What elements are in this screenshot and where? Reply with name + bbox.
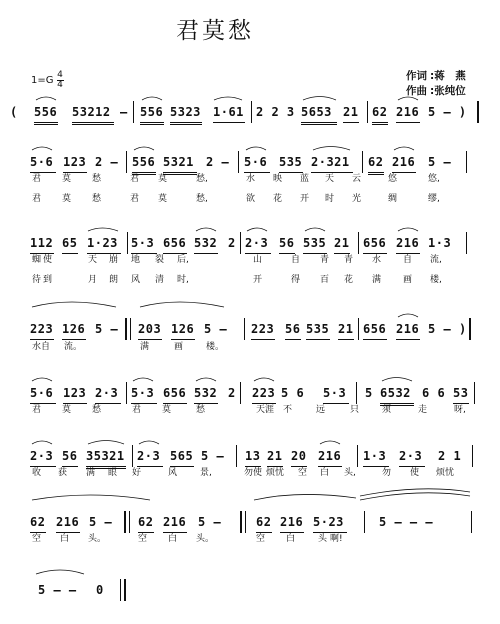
- lyric-syllable: 映: [273, 174, 283, 184]
- lyricist-label: 作词: [406, 70, 427, 82]
- barline: [240, 382, 241, 404]
- lyric-syllable: 后,: [177, 255, 189, 265]
- lyric-syllable: 愁: [92, 405, 102, 415]
- note-group: 5·6: [30, 383, 56, 404]
- lyric-syllable: 好: [132, 468, 142, 478]
- note-group: 2·321: [311, 152, 353, 173]
- note-group: 56: [279, 233, 295, 254]
- barline: [474, 382, 475, 404]
- lyric-syllable: 花: [273, 194, 283, 204]
- lyric-syllable: 悠,: [428, 174, 440, 184]
- lyric-syllable: 天: [325, 174, 335, 184]
- time-signature: [57, 71, 64, 90]
- note-group: 565: [170, 446, 194, 467]
- lyric-syllable: 君: [130, 174, 140, 184]
- lyric-syllable: 使: [43, 255, 53, 265]
- note-group: 656: [363, 233, 387, 254]
- note-group: 126: [62, 319, 86, 340]
- lyric-syllable: 君: [32, 405, 42, 415]
- lyric-syllable: 莫: [158, 194, 168, 204]
- note-group: 216: [163, 512, 187, 533]
- lyric-syllable: 自: [403, 255, 413, 265]
- lyric-syllable: 朗: [109, 275, 119, 285]
- key-signature: [31, 71, 64, 90]
- lyric-syllable: 须: [382, 405, 392, 415]
- barline: [477, 101, 479, 123]
- note-group: (: [10, 105, 18, 119]
- note-group: 5·3: [131, 233, 157, 254]
- note-group: 56: [285, 319, 301, 340]
- lyricist-name: 蒋 燕: [434, 70, 466, 82]
- composer-name: 张纯位: [434, 85, 466, 97]
- lyric-syllable: 烦忧: [436, 468, 455, 478]
- note-group: 2·3: [95, 383, 121, 404]
- note-group: 123: [63, 152, 87, 173]
- note-group: 535: [279, 152, 303, 173]
- lyric-syllable: 莫: [62, 174, 72, 184]
- lyric-syllable: 待: [32, 275, 42, 285]
- note-group: 6532: [380, 383, 414, 406]
- lyric-syllable: 裂: [155, 255, 165, 265]
- barline: [238, 151, 239, 173]
- lyric-syllable: 愁: [92, 174, 102, 184]
- lyric-syllable: 头。: [88, 534, 107, 544]
- lyric-syllable: 烦忧: [266, 468, 285, 478]
- barline: [129, 511, 130, 533]
- lyric-syllable: 得: [291, 275, 301, 285]
- note-group: 5653: [301, 102, 337, 125]
- note-group: 123: [63, 383, 87, 404]
- lyric-syllable: 天涯: [256, 405, 275, 415]
- song-title: 君莫愁: [176, 18, 254, 44]
- barline: [469, 318, 471, 340]
- lyric-syllable: 百: [320, 275, 330, 285]
- lyric-syllable: 勿使: [244, 468, 263, 478]
- note-group: 5321: [163, 152, 197, 175]
- lyric-syllable: 只: [350, 405, 360, 415]
- note-group: 5 6: [281, 386, 305, 400]
- lyric-syllable: 清: [155, 275, 165, 285]
- barline: [358, 318, 359, 340]
- lyric-syllable: 绸: [388, 194, 398, 204]
- lyric-syllable: 使: [410, 468, 420, 478]
- lyric-syllable: 流。: [64, 342, 83, 352]
- lyric-syllable: 楼。: [206, 342, 225, 352]
- note-group: 1·3: [428, 236, 452, 250]
- lyric-syllable: 青: [344, 255, 354, 265]
- key-label: 1=G: [31, 75, 54, 86]
- lyric-syllable: 莫: [62, 194, 72, 204]
- meter-bottom: 4: [57, 80, 63, 90]
- note-group: 556: [140, 102, 164, 125]
- lyric-syllable: 青: [320, 255, 330, 265]
- lyric-syllable: 头: [318, 534, 328, 544]
- note-group: 2·3: [137, 446, 163, 467]
- note-group: 1·23: [87, 233, 121, 254]
- note-group: 2·3: [245, 233, 271, 254]
- lyric-syllable: 呀,: [454, 405, 466, 415]
- lyric-syllable: 蓝: [300, 174, 310, 184]
- note-group: 532: [194, 383, 218, 404]
- note-group: 1·3: [363, 446, 389, 467]
- barline: [133, 101, 134, 123]
- note-group: 5 –: [95, 322, 119, 336]
- note-group: 5 – –: [38, 583, 77, 597]
- barline: [236, 445, 237, 467]
- note-group: 62: [30, 512, 46, 533]
- lyric-syllable: 缪,: [428, 194, 440, 204]
- note-group: 556: [34, 102, 58, 125]
- lyric-syllable: 头。: [196, 534, 215, 544]
- lyric-syllable: 满: [140, 342, 150, 352]
- note-group: 5 –: [198, 515, 222, 529]
- lyric-syllable: 空: [32, 534, 42, 544]
- barline: [132, 445, 133, 467]
- lyric-syllable: 莫: [158, 174, 168, 184]
- lyric-syllable: 空: [256, 534, 266, 544]
- note-group: 5: [365, 386, 373, 400]
- lyric-syllable: 白: [60, 534, 70, 544]
- note-group: 13: [245, 446, 261, 467]
- lyric-syllable: 月: [88, 275, 98, 285]
- barline: [362, 151, 363, 173]
- note-group: 62: [256, 512, 272, 533]
- lyric-syllable: 头,: [344, 468, 356, 478]
- lyric-syllable: 收: [32, 468, 42, 478]
- lyric-syllable: 啊!: [330, 534, 343, 544]
- lyric-syllable: 莫: [62, 405, 72, 415]
- note-group: ): [459, 322, 467, 336]
- note-group: 656: [163, 233, 187, 254]
- note-group: 6 6: [422, 386, 446, 400]
- note-group: 35321: [86, 446, 126, 469]
- note-group: 126: [171, 319, 195, 340]
- lyric-syllable: 开: [253, 275, 263, 285]
- lyric-syllable: 光: [352, 194, 362, 204]
- note-group: 62: [368, 152, 384, 175]
- note-group: 62: [372, 102, 388, 125]
- lyric-syllable: 画: [403, 275, 413, 285]
- barline: [127, 232, 128, 254]
- note-group: 21: [267, 446, 283, 467]
- lyric-syllable: 白: [286, 534, 296, 544]
- barline: [356, 382, 357, 404]
- note-group: 223: [252, 383, 276, 404]
- lyric-syllable: 愁,: [196, 174, 208, 184]
- note-group: 2: [228, 386, 236, 400]
- barline: [471, 511, 472, 533]
- note-group: 112: [30, 233, 54, 254]
- note-group: 216: [396, 319, 420, 340]
- lyric-syllable: 君: [130, 194, 140, 204]
- note-group: 62: [138, 512, 154, 533]
- note-group: 5 –: [201, 449, 225, 463]
- lyric-syllable: 开: [300, 194, 310, 204]
- lyric-syllable: 莫: [162, 405, 172, 415]
- lyric-syllable: 崩: [109, 255, 119, 265]
- lyric-syllable: 水自: [32, 342, 51, 352]
- note-group: 5 –: [428, 155, 452, 169]
- barline: [472, 445, 473, 467]
- note-group: 535: [306, 319, 330, 340]
- note-group: 556: [132, 152, 156, 175]
- note-group: 5 –: [204, 322, 228, 336]
- lyric-syllable: 愁: [92, 194, 102, 204]
- lyric-syllable: 水: [246, 174, 256, 184]
- note-group: 2·3: [30, 446, 56, 467]
- note-group: 216: [392, 152, 416, 173]
- barline: [358, 232, 359, 254]
- note-group: 2 1: [438, 449, 462, 463]
- lyric-syllable: 走: [418, 405, 428, 415]
- lyric-syllable: 楼,: [430, 275, 442, 285]
- meter-top: 4: [57, 70, 63, 80]
- note-group: 2 –: [206, 155, 230, 169]
- note-group: 656: [363, 319, 387, 340]
- lyric-syllable: 空: [298, 468, 308, 478]
- note-group: 5 – – –: [379, 515, 434, 529]
- note-group: 223: [251, 319, 275, 340]
- note-group: 2 2 3: [256, 105, 295, 119]
- note-group: 5323: [170, 102, 202, 125]
- lyric-syllable: 悠: [388, 174, 398, 184]
- lyric-syllable: 获: [58, 468, 68, 478]
- lyric-syllable: 君: [32, 194, 42, 204]
- lyric-syllable: 时: [325, 194, 335, 204]
- lyric-syllable: 君: [132, 405, 142, 415]
- lyric-syllable: 白: [168, 534, 178, 544]
- lyric-syllable: 自: [291, 255, 301, 265]
- barline: [466, 151, 467, 173]
- lyric-syllable: 满: [372, 275, 382, 285]
- barline: [120, 579, 121, 601]
- lyric-syllable: 景,: [200, 468, 212, 478]
- lyric-syllable: 欲: [246, 194, 256, 204]
- note-group: 53: [453, 383, 469, 404]
- note-group: 21: [334, 233, 350, 254]
- lyric-syllable: 时,: [177, 275, 189, 285]
- lyric-syllable: 水: [372, 255, 382, 265]
- barline: [245, 511, 246, 533]
- barline: [466, 232, 467, 254]
- note-group: 535: [303, 233, 327, 254]
- composer-credit: 作曲 :张纯位: [406, 85, 466, 97]
- note-group: 21: [343, 102, 359, 123]
- lyric-syllable: 蜘: [32, 255, 42, 265]
- barline: [124, 511, 126, 533]
- lyric-syllable: 云: [352, 174, 362, 184]
- lyric-syllable: 眼: [108, 468, 118, 478]
- note-group: 203: [138, 319, 162, 340]
- note-group: 216: [396, 102, 420, 123]
- note-group: 53212: [72, 102, 114, 125]
- composer-label: 作曲: [406, 85, 427, 97]
- note-group: 65: [62, 233, 78, 254]
- lyric-syllable: 画: [174, 342, 184, 352]
- note-group: 56: [62, 446, 78, 467]
- barline: [240, 511, 242, 533]
- note-group: 5·23: [313, 512, 347, 533]
- barline: [126, 151, 127, 173]
- note-group: 5 –: [89, 515, 113, 529]
- barline: [251, 101, 252, 123]
- note-group: 5·6: [30, 152, 56, 173]
- note-group: 5·3: [131, 383, 157, 404]
- note-group: 0: [96, 583, 104, 597]
- note-group: 216: [56, 512, 80, 533]
- note-group: 216: [396, 233, 420, 254]
- lyric-syllable: 勿: [382, 468, 392, 478]
- note-group: 21: [338, 319, 354, 340]
- lyric-syllable: 君: [32, 174, 42, 184]
- barline: [240, 232, 241, 254]
- note-group: –: [120, 105, 128, 119]
- note-group: 532: [194, 233, 218, 254]
- barline: [126, 382, 127, 404]
- barline: [125, 318, 127, 340]
- barline: [124, 579, 126, 601]
- barline: [364, 511, 365, 533]
- note-group: 1·61: [213, 102, 245, 123]
- lyric-syllable: 空: [138, 534, 148, 544]
- note-group: 2: [228, 236, 236, 250]
- lyric-syllable: 远: [316, 405, 326, 415]
- lyric-syllable: 愁,: [196, 194, 208, 204]
- lyric-syllable: 愁: [196, 405, 206, 415]
- barline: [357, 445, 358, 467]
- lyric-syllable: 到: [43, 275, 53, 285]
- lyricist-credit: 作词 :蒋 燕: [406, 70, 466, 82]
- lyric-syllable: 风: [168, 468, 178, 478]
- note-group: 223: [30, 319, 54, 340]
- note-group: 2 –: [95, 155, 119, 169]
- lyric-syllable: 流,: [430, 255, 442, 265]
- note-group: 20: [291, 446, 307, 467]
- lyric-syllable: 天: [88, 255, 98, 265]
- lyric-syllable: 不: [283, 405, 293, 415]
- note-group: 2·3: [399, 446, 425, 467]
- note-group: 216: [280, 512, 304, 533]
- lyric-syllable: 山: [253, 255, 263, 265]
- lyric-syllable: 满: [86, 468, 96, 478]
- lyric-syllable: 白: [320, 468, 330, 478]
- barline: [244, 318, 245, 340]
- note-group: 5 –: [428, 322, 452, 336]
- note-group: 5·3: [323, 383, 349, 404]
- lyric-syllable: 地: [131, 255, 141, 265]
- note-group: 656: [163, 383, 187, 404]
- note-group: 216: [318, 446, 342, 467]
- note-group: 5·6: [244, 152, 270, 173]
- note-group: 5 – ): [428, 105, 467, 119]
- lyric-syllable: 风: [131, 275, 141, 285]
- barline: [130, 318, 131, 340]
- barline: [367, 101, 368, 123]
- lyric-syllable: 花: [344, 275, 354, 285]
